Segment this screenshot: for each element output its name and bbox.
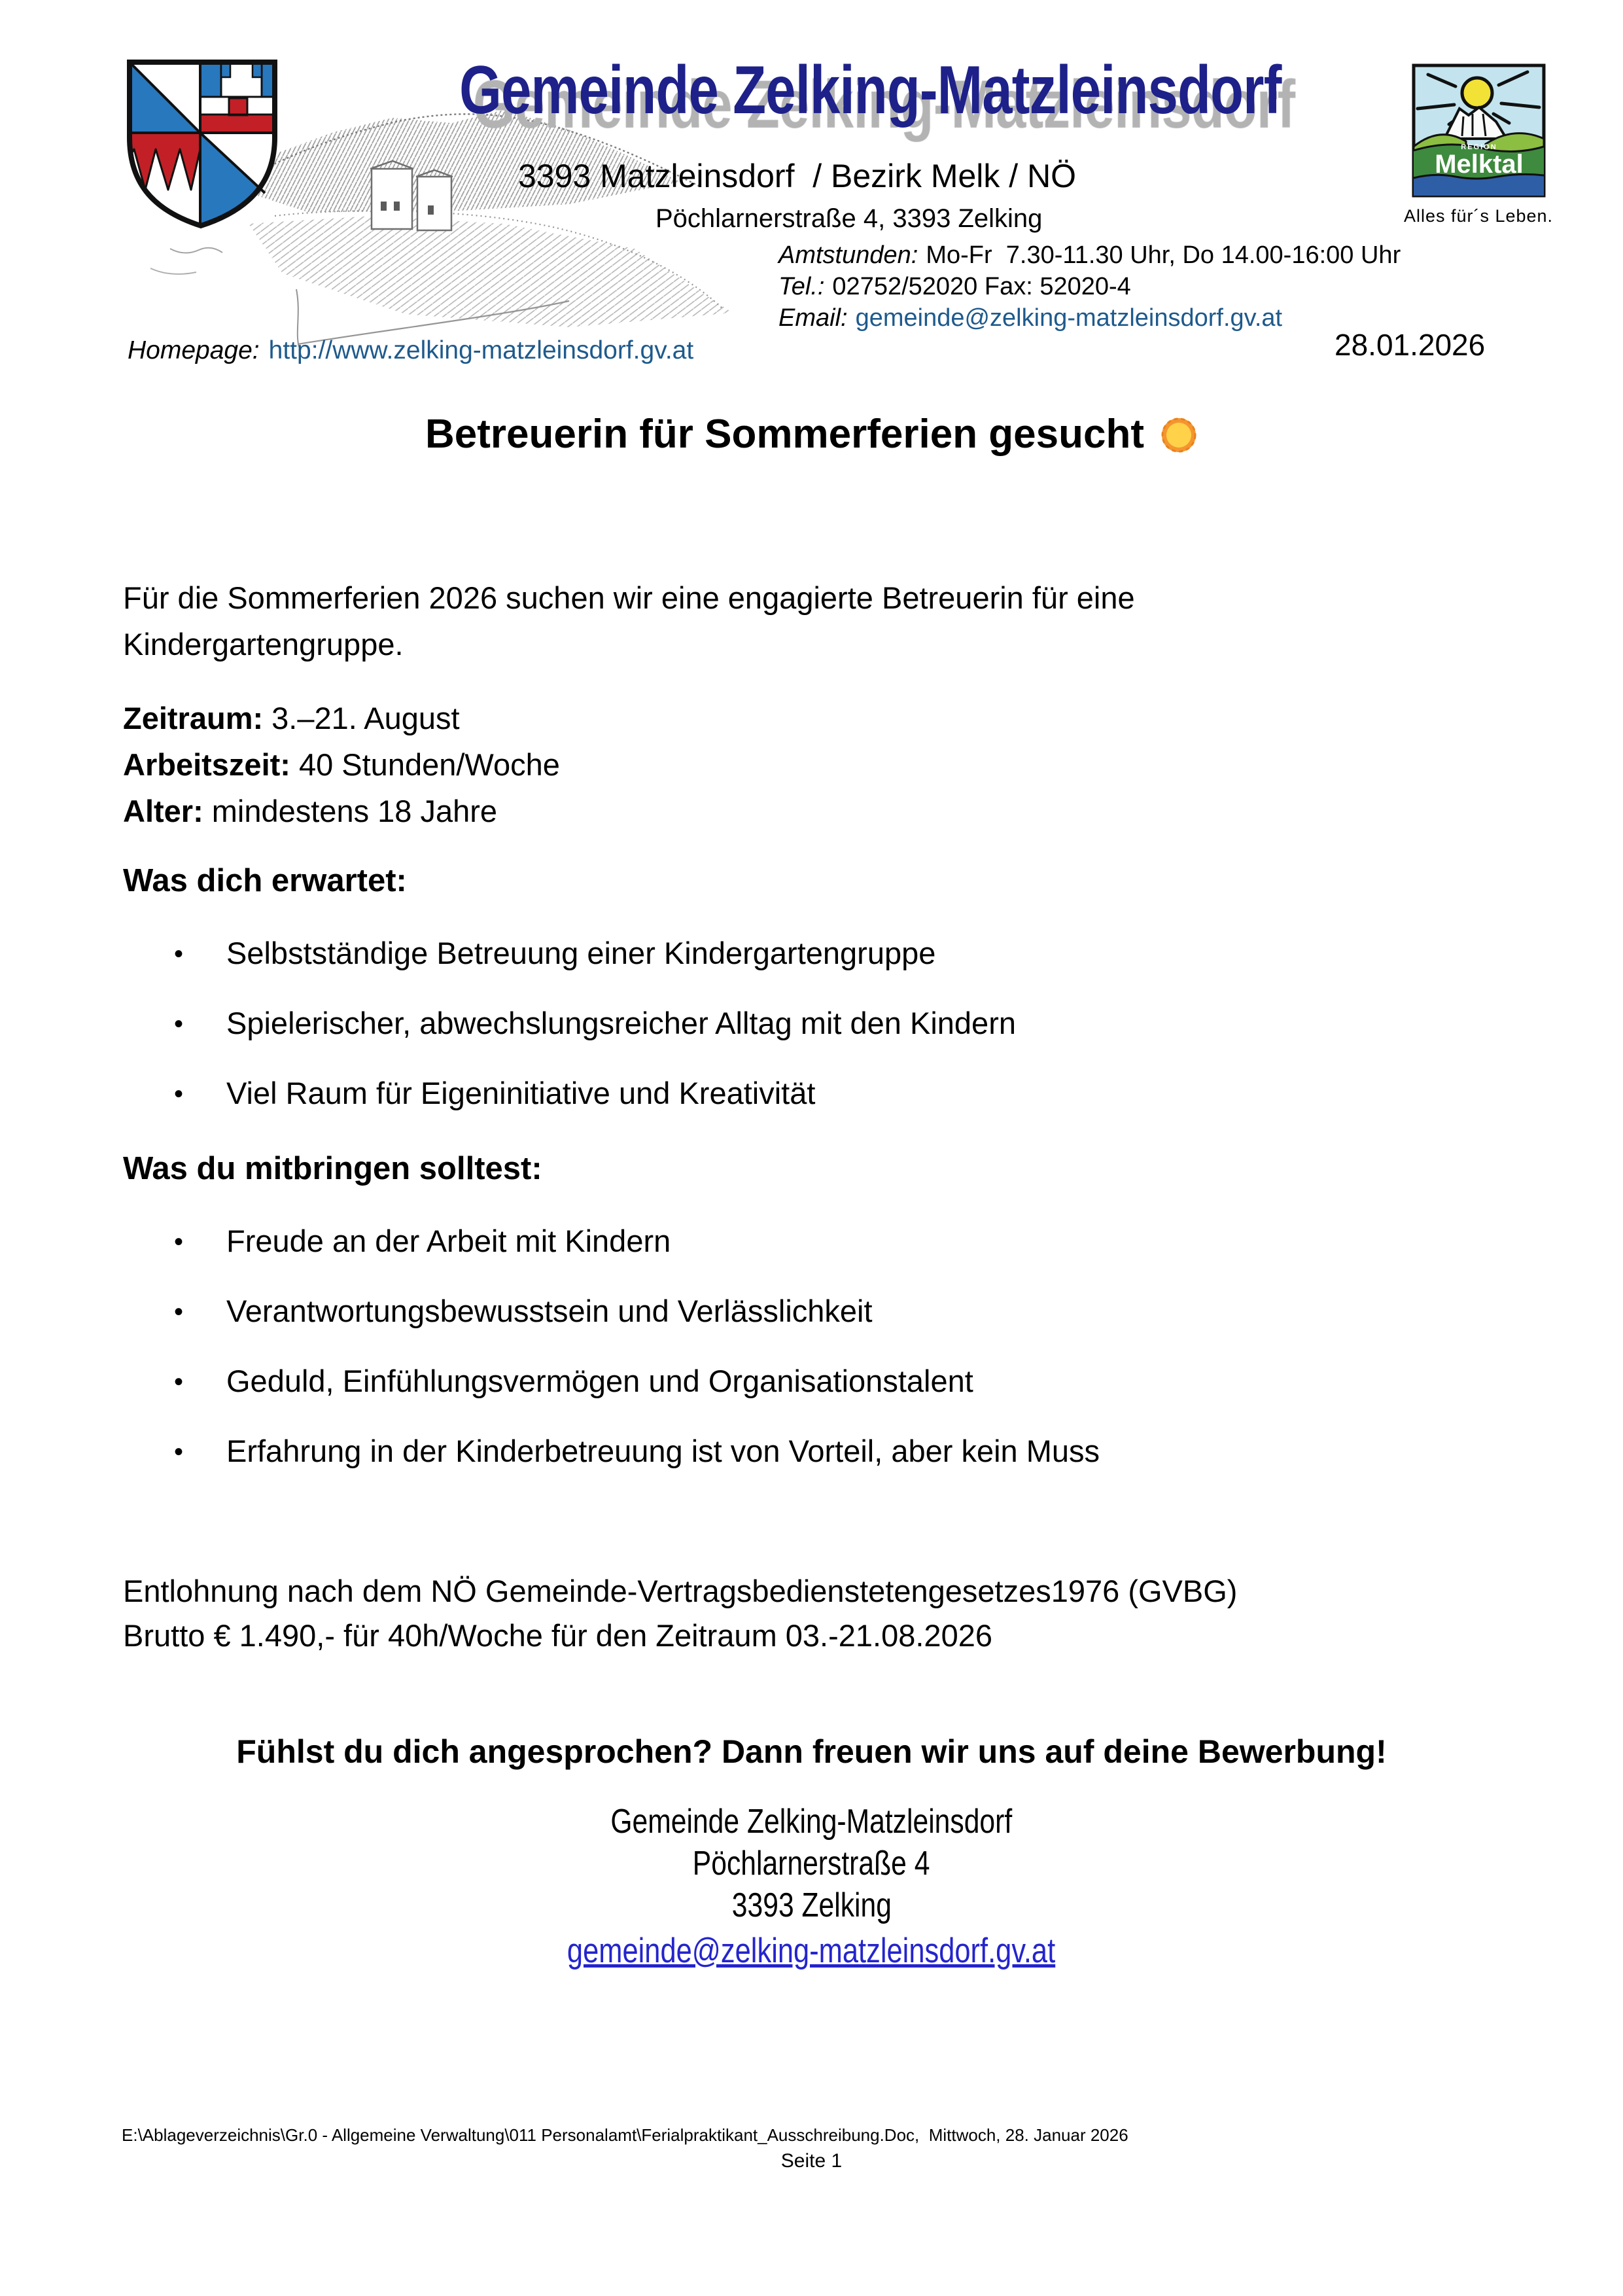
homepage-row bbox=[128, 336, 693, 365]
email-label: Email: bbox=[778, 304, 848, 332]
document-date: 28.01.2026 bbox=[1335, 328, 1486, 362]
telephone-label: Tel.: bbox=[778, 273, 825, 300]
intro-line-1: Für die Sommerferien 2026 suchen wir eine engagierte Betreuerin für eine bbox=[123, 580, 1135, 615]
homepage-label: Homepage: bbox=[128, 336, 260, 364]
expectations-list bbox=[123, 937, 1503, 1147]
footer-page-number: Seite 1 bbox=[780, 2150, 843, 2172]
call-to-action: Fühlst du dich angesprochen? Dann freuen wir uns auf deine Bewerbung! bbox=[236, 1733, 1387, 1770]
melktal-logo bbox=[1408, 60, 1549, 201]
homepage-link[interactable]: http://www.zelking-matzleinsdorf.gv.at bbox=[268, 336, 694, 364]
requirements-list bbox=[123, 1225, 1503, 1505]
application-address-block bbox=[0, 1801, 1623, 1972]
intro-line-2: Kindergartengruppe. bbox=[123, 627, 404, 662]
list-item bbox=[123, 1077, 1503, 1111]
logo-wordmark: Melktal bbox=[1434, 150, 1524, 179]
list-item-text: Geduld, Einfühlungsvermögen und Organisationstalent bbox=[226, 1364, 973, 1398]
bullet-icon: • bbox=[174, 1227, 184, 1256]
telephone-value: 02752/52020 Fax: 52020-4 bbox=[832, 273, 1131, 300]
list-item bbox=[123, 1295, 1503, 1329]
list-item-text: Spielerischer, abwechslungsreicher Alltag mit den Kindern bbox=[226, 1006, 1016, 1040]
fact-zeitraum-label: Zeitraum: bbox=[123, 701, 264, 735]
apply-address-line: Gemeinde Zelking-Matzleinsdorf bbox=[610, 1803, 1013, 1841]
heading-expectations: Was dich erwartet: bbox=[123, 863, 407, 898]
office-hours-row bbox=[778, 239, 1401, 271]
email-row bbox=[778, 302, 1401, 334]
bullet-icon: • bbox=[174, 940, 184, 968]
logo-region-text: REGION bbox=[1460, 143, 1497, 151]
fact-zeitraum-value: 3.–21. August bbox=[271, 701, 460, 735]
fact-zeitraum bbox=[123, 695, 1503, 741]
logo-caption: Alles für´s Leben. bbox=[1403, 206, 1554, 226]
intro-paragraph bbox=[123, 574, 1503, 667]
office-hours-value: Mo-Fr 7.30-11.30 Uhr, Do 14.00-16:00 Uhr bbox=[926, 241, 1401, 269]
header-email-link[interactable]: gemeinde@zelking-matzleinsdorf.gv.at bbox=[855, 304, 1283, 332]
list-item-text: Verantwortungsbewusstsein und Verlässlichkeit bbox=[226, 1294, 873, 1328]
apply-address-line: Pöchlarnerstraße 4 bbox=[693, 1845, 930, 1882]
job-posting-title-text: Betreuerin für Sommerferien gesucht bbox=[425, 412, 1145, 457]
job-posting-title bbox=[0, 411, 1623, 457]
list-item bbox=[123, 1007, 1503, 1041]
header-address-line2: Pöchlarnerstraße 4, 3393 Zelking bbox=[655, 204, 1043, 233]
list-item bbox=[123, 937, 1503, 971]
fact-alter-label: Alter: bbox=[123, 794, 203, 828]
apply-email-link[interactable]: gemeinde@zelking-matzleinsdorf.gv.at bbox=[567, 1932, 1056, 1970]
page-title-municipality: Gemeinde Zelking-Matzleinsdorf bbox=[459, 52, 1282, 128]
bullet-icon: • bbox=[174, 1438, 184, 1466]
municipal-shield bbox=[130, 62, 275, 226]
pay-paragraph bbox=[123, 1569, 1536, 1658]
office-hours-label: Amtstunden: bbox=[778, 241, 918, 269]
telephone-row bbox=[778, 271, 1401, 302]
apply-address-line: 3393 Zelking bbox=[731, 1886, 892, 1924]
bullet-icon: • bbox=[174, 1080, 184, 1108]
list-item bbox=[123, 1435, 1503, 1469]
list-item-text: Viel Raum für Eigeninitiative und Kreativität bbox=[226, 1076, 816, 1110]
fact-alter bbox=[123, 788, 1503, 834]
pay-line-2: Brutto € 1.490,- für 40h/Woche für den Zeitraum 03.-21.08.2026 bbox=[123, 1618, 992, 1653]
sun-icon bbox=[1160, 416, 1198, 454]
pay-line-1: Entlohnung nach dem NÖ Gemeinde-Vertragsbedienstetengesetzes1976 (GVBG) bbox=[123, 1574, 1238, 1608]
fact-alter-value: mindestens 18 Jahre bbox=[211, 794, 498, 828]
job-facts bbox=[123, 695, 1503, 834]
bullet-icon: • bbox=[174, 1368, 184, 1396]
list-item-text: Selbstständige Betreuung einer Kindergartengruppe bbox=[226, 936, 936, 970]
list-item-text: Freude an der Arbeit mit Kindern bbox=[226, 1224, 671, 1258]
bullet-icon: • bbox=[174, 1010, 184, 1038]
list-item-text: Erfahrung in der Kinderbetreuung ist von Vorteil, aber kein Muss bbox=[226, 1434, 1100, 1468]
header-address-line1: 3393 Matzleinsdorf / Bezirk Melk / NÖ bbox=[518, 158, 1077, 194]
melktal-logo-block bbox=[1384, 60, 1573, 226]
list-item bbox=[123, 1365, 1503, 1399]
header-contact-block bbox=[778, 239, 1401, 334]
footer-file-path: E:\Ablageverzeichnis\Gr.0 - Allgemeine Verwaltung\011 Personalamt\Ferialpraktikant_Ausschreibung.Doc, Mittwoch, 28. Januar 2026 bbox=[122, 2125, 1128, 2145]
bullet-icon: • bbox=[174, 1298, 184, 1326]
apply-email-row bbox=[0, 1930, 1623, 1972]
fact-arbeitszeit-label: Arbeitszeit: bbox=[123, 747, 290, 782]
list-item bbox=[123, 1225, 1503, 1259]
fact-arbeitszeit bbox=[123, 741, 1503, 788]
fact-arbeitszeit-value: 40 Stunden/Woche bbox=[298, 747, 560, 782]
heading-requirements: Was du mitbringen solltest: bbox=[123, 1151, 542, 1186]
